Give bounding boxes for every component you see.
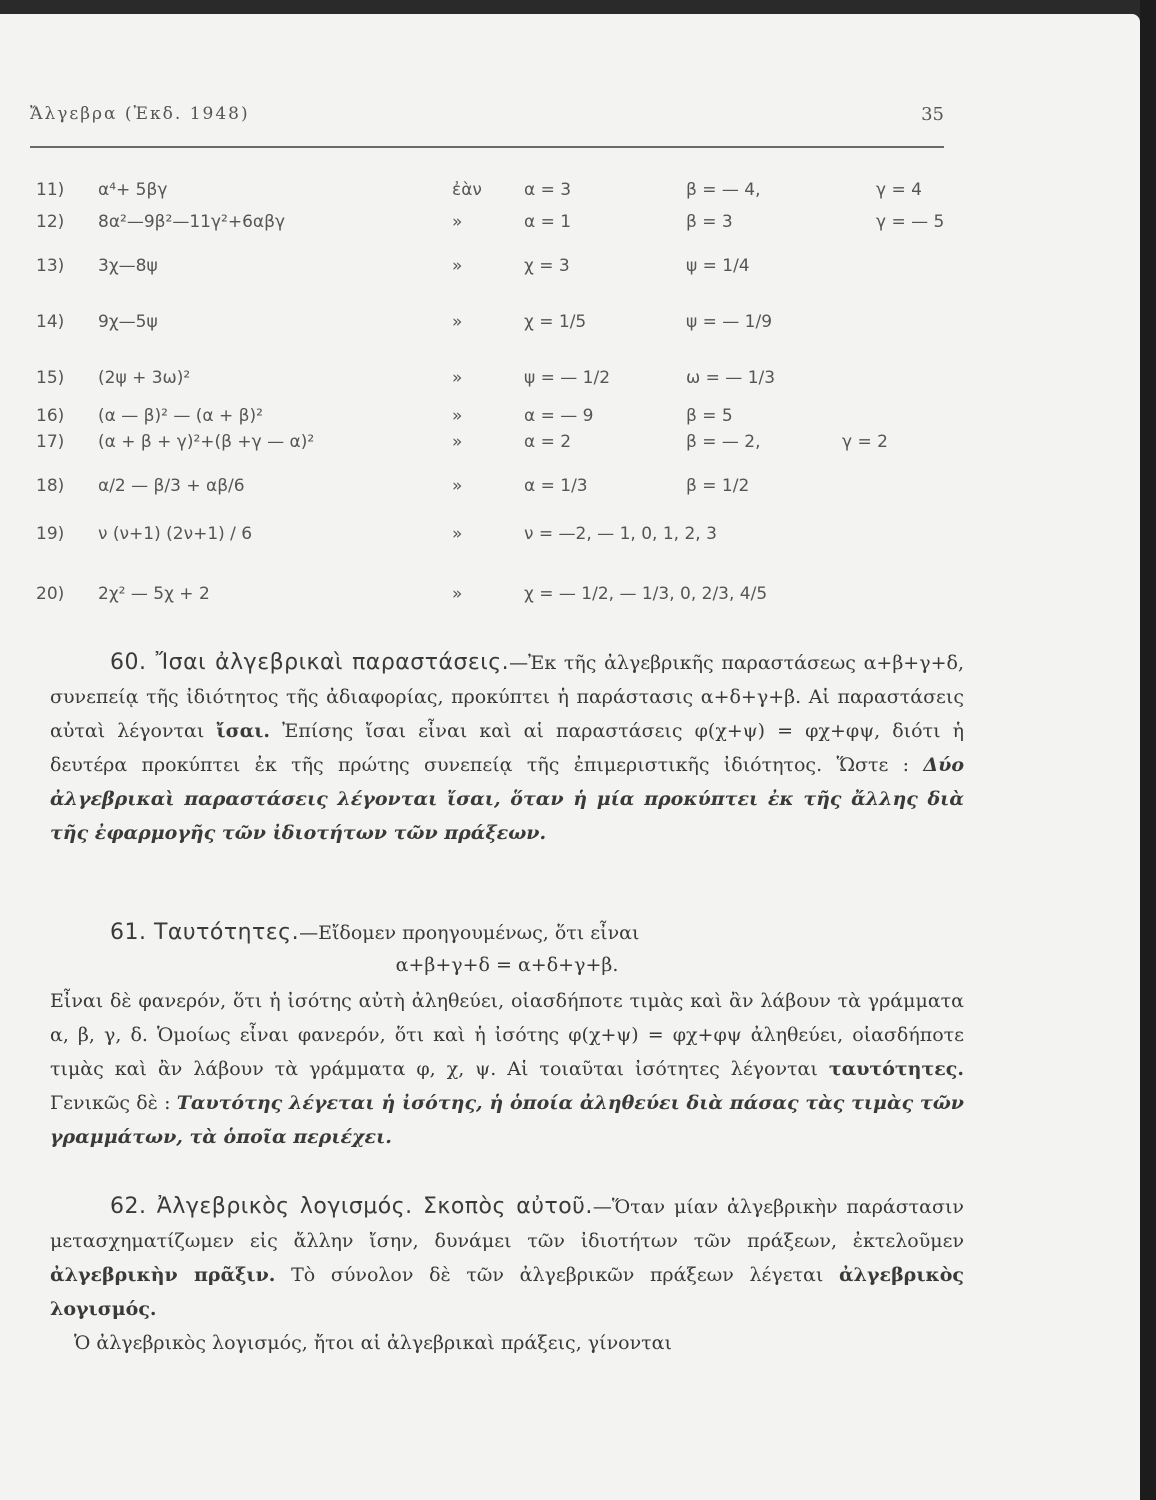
exercise-value-1: χ = — 1/2, — 1/3, 0, 2/3, 4/5 xyxy=(524,584,768,604)
exercise-value-1: ν = —2, — 1, 0, 1, 2, 3 xyxy=(524,524,717,544)
section-61-intro xyxy=(50,916,964,950)
exercise-number: 19) xyxy=(36,524,65,544)
section-60 xyxy=(50,646,964,850)
section-62-term-2: ἀλγεβρικὸς λογισμός. xyxy=(50,1264,964,1320)
exercise-value-2: ω = — 1/3 xyxy=(686,368,776,388)
section-62-term-1: ἀλγεβρικὴν πρᾶξιν. xyxy=(50,1264,276,1286)
exercise-expression: α⁴+ 5βγ xyxy=(98,180,168,200)
exercise-value-1: χ = 1/5 xyxy=(524,312,587,332)
exercise-value-3: γ = 4 xyxy=(876,180,922,200)
exercise-number: 15) xyxy=(36,368,65,388)
section-61-definition: Ταυτότης λέγεται ἡ ἰσότης, ἡ ὁποία ἀληθεύει διὰ πάσας τὰς τιμὰς τῶν γραμμάτων, τὰ ὁποῖα περιέχει. xyxy=(50,1092,964,1148)
section-61 xyxy=(50,984,964,1154)
exercise-condition: » xyxy=(452,312,463,332)
section-60-body: —Ἐκ τῆς ἀλγεβρικῆς παραστάσεως α+β+γ+δ, συνεπείᾳ τῆς ἰδιότητος τῆς ἀδιαφορίας, προκύπτει ἡ παράστασις α+δ+γ+β. Αἱ παραστάσεις αὐταὶ λέγονται xyxy=(50,652,964,742)
exercise-value-2: β = — 2, xyxy=(686,432,761,452)
exercise-expression: (2ψ + 3ω)² xyxy=(98,368,191,388)
exercise-value-3: γ = — 5 xyxy=(876,212,945,232)
exercise-value-1: χ = 3 xyxy=(524,256,570,276)
exercise-expression: ν (ν+1) (2ν+1) / 6 xyxy=(98,524,253,544)
section-62-body-continued: Τὸ σύνολον δὲ τῶν ἀλγεβρικῶν πράξεων λέγεται xyxy=(275,1264,840,1286)
exercise-value-2: β = 3 xyxy=(686,212,733,232)
exercise-value-2: β = — 4, xyxy=(686,180,761,200)
exercise-expression: 9χ—5ψ xyxy=(98,312,158,332)
exercise-expression: 8α²—9β²—11γ²+6αβγ xyxy=(98,212,285,232)
exercise-value-2: ψ = 1/4 xyxy=(686,256,750,276)
exercise-value-2: ψ = — 1/9 xyxy=(686,312,773,332)
exercise-expression: 3χ—8ψ xyxy=(98,256,158,276)
exercise-value-3: γ = 2 xyxy=(842,432,888,452)
exercise-expression: 2χ² — 5χ + 2 xyxy=(98,584,210,604)
page-edge-shadow xyxy=(1140,0,1156,1500)
exercise-number: 20) xyxy=(36,584,65,604)
section-60-term: ἴσαι. xyxy=(216,720,271,742)
exercise-value-1: α = 1 xyxy=(524,212,572,232)
exercise-number: 11) xyxy=(36,180,65,200)
exercise-number: 17) xyxy=(36,432,65,452)
section-61-body-continued: Γενικῶς δὲ : xyxy=(50,1092,177,1114)
exercise-value-1: α = 1/3 xyxy=(524,476,588,496)
exercise-expression: α/2 — β/3 + αβ/6 xyxy=(98,476,245,496)
exercise-condition: » xyxy=(452,584,463,604)
section-62-heading: 62. Ἀλγεβρικὸς λογισμός. Σκοπὸς αὐτοῦ. xyxy=(110,1194,593,1219)
section-61-intro-text: —Εἴδομεν προηγουμένως, ὅτι εἶναι xyxy=(299,922,640,944)
exercise-number: 14) xyxy=(36,312,65,332)
section-61-heading: 61. Ταυτότητες. xyxy=(110,920,300,945)
exercise-value-2: β = 5 xyxy=(686,406,733,426)
running-head-title: Ἄλγεβρα (Ἐκδ. 1948) xyxy=(30,104,250,124)
exercise-condition: » xyxy=(452,212,463,232)
exercise-number: 12) xyxy=(36,212,65,232)
section-61-term: ταυτότητες. xyxy=(828,1058,964,1080)
exercise-condition: » xyxy=(452,432,463,452)
exercise-condition: ἐὰν xyxy=(452,180,482,200)
exercise-value-1: α = 2 xyxy=(524,432,572,452)
exercise-value-1: α = 3 xyxy=(524,180,572,200)
header-rule xyxy=(30,146,944,148)
exercise-condition: » xyxy=(452,368,463,388)
exercise-value-1: α = — 9 xyxy=(524,406,594,426)
exercise-condition: » xyxy=(452,406,463,426)
section-60-definition: Δύο ἀλγεβρικαὶ παραστάσεις λέγονται ἴσαι, ὅταν ἡ μία προκύπτει ἐκ τῆς ἄλλης διὰ τῆς ἐφαρμογῆς τῶν ἰδιοτήτων τῶν πράξεων. xyxy=(50,754,964,844)
exercise-condition: » xyxy=(452,524,463,544)
section-61-body: Εἶναι δὲ φανερόν, ὅτι ἡ ἰσότης αὐτὴ ἀληθεύει, οἱασδήποτε τιμὰς καὶ ἂν λάβουν τὰ γράμματα α, β, γ, δ. Ὁμοίως εἶναι φανερόν, ὅτι καὶ ἡ ἰσότης φ(χ+ψ) = φχ+φψ ἀληθεύει, οἱασδήποτε τιμὰς καὶ ἂν λάβουν τὰ γράμματα φ, χ, ψ. Αἱ τοιαῦται ἰσότητες λέγονται xyxy=(50,990,964,1080)
exercise-value-1: ψ = — 1/2 xyxy=(524,368,611,388)
section-62-body: —Ὅταν μίαν ἀλγεβρικὴν παράστασιν μετασχηματίζωμεν εἰς ἄλλην ἴσην, δυνάμει τῶν ἰδιοτήτων τῶν πράξεων, ἐκτελοῦμεν xyxy=(50,1196,964,1252)
exercise-condition: » xyxy=(452,256,463,276)
section-60-body-continued: Ἐπίσης ἴσαι εἶναι καὶ αἱ παραστάσεις φ(χ+ψ) = φχ+φψ, διότι ἡ δευτέρα προκύπτει ἐκ τῆς πρώτης συνεπείᾳ τῆς ἐπιμεριστικῆς ἰδιότητος. Ὥστε : xyxy=(50,720,964,776)
section-62 xyxy=(50,1190,964,1326)
exercise-number: 13) xyxy=(36,256,65,276)
running-head xyxy=(30,104,944,124)
exercise-condition: » xyxy=(452,476,463,496)
section-62-last-line: Ὁ ἀλγεβρικὸς λογισμός, ἤτοι αἱ ἀλγεβρικαὶ πράξεις, γίνονται xyxy=(74,1332,672,1354)
exercise-expression: (α + β + γ)²+(β +γ — α)² xyxy=(98,432,315,452)
exercise-number: 16) xyxy=(36,406,65,426)
exercise-expression: (α — β)² — (α + β)² xyxy=(98,406,263,426)
exercise-number: 18) xyxy=(36,476,65,496)
page-number: 35 xyxy=(921,104,944,125)
identity-formula: α+β+γ+δ = α+δ+γ+β. xyxy=(395,954,619,976)
section-60-heading: 60. Ἴσαι ἀλγεβρικαὶ παραστάσεις. xyxy=(110,650,510,675)
exercise-value-2: β = 1/2 xyxy=(686,476,750,496)
